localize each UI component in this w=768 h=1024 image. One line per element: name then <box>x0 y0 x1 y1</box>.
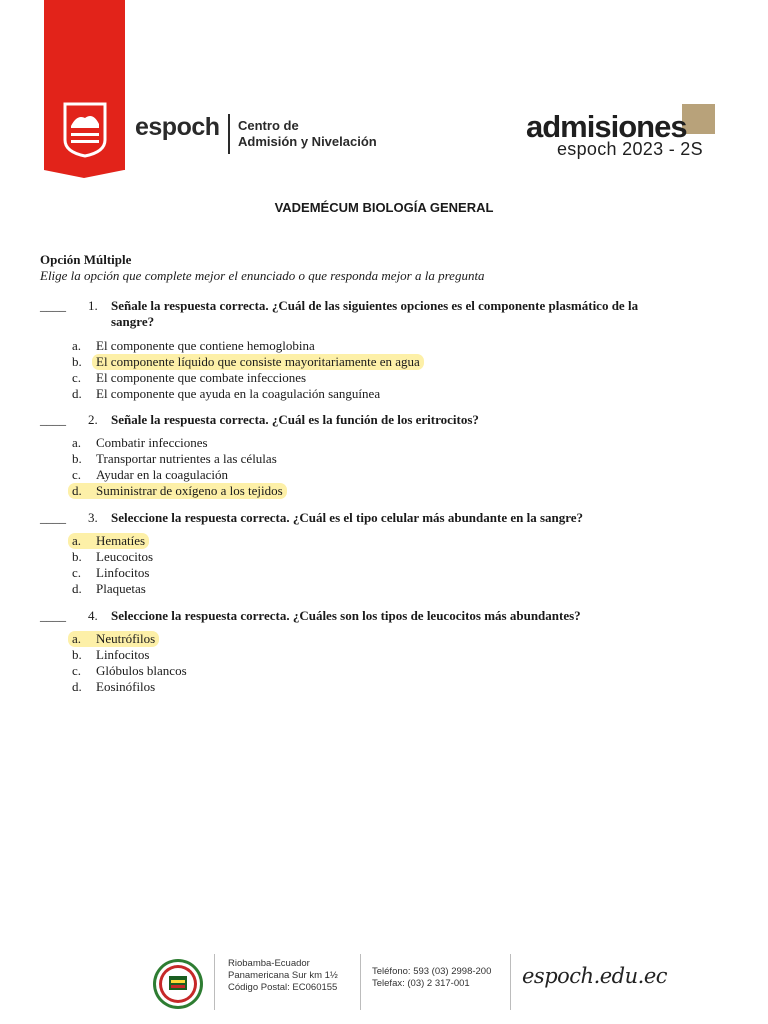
option-text: El componente que ayuda en la coagulación sanguínea <box>96 386 381 401</box>
option-text: Leucocitos <box>96 549 154 564</box>
option-letter: c. <box>72 663 82 678</box>
admisiones-logo-title: admisiones <box>526 109 687 144</box>
center-name-line2: Admisión y Nivelación <box>238 134 377 149</box>
option-text-highlighted: El componente líquido que consiste mayoritariamente en agua <box>92 354 424 370</box>
logo-divider <box>228 114 230 154</box>
address-line3: Código Postal: EC060155 <box>228 982 338 993</box>
option-letter: b. <box>72 647 82 662</box>
section-title: Opción Múltiple <box>40 252 132 267</box>
footer-divider <box>214 954 215 1010</box>
option-letter: d. <box>72 679 82 694</box>
telefax-line: Telefax: (03) 2 317-001 <box>372 978 470 989</box>
footer-contact <box>372 966 491 990</box>
question-number: 4. <box>88 608 98 623</box>
center-name <box>238 118 377 150</box>
option-text-highlighted: Hematíes <box>94 533 149 549</box>
footer-divider <box>510 954 511 1010</box>
website-link[interactable]: espoch.edu.ec <box>522 964 668 988</box>
option-letter: c. <box>72 370 82 385</box>
answer-blank[interactable]: ____ <box>40 510 66 525</box>
admisiones-logo-subtitle: espoch 2023 - 2S <box>557 139 703 159</box>
option-text: Transportar nutrientes a las células <box>96 451 277 466</box>
option-letter: a. <box>68 631 94 647</box>
option-text: El componente que contiene hemoglobina <box>96 338 315 353</box>
address-line1: Riobamba-Ecuador <box>228 958 310 969</box>
question-text: Señale la respuesta correcta. ¿Cuál de las siguientes opciones es el componente plasmático de la sangre? <box>111 298 639 329</box>
address-line2: Panamericana Sur km 1½ <box>228 970 338 981</box>
option-text: Glóbulos blancos <box>96 663 187 678</box>
option-letter: d. <box>72 581 82 596</box>
question-text: Señale la respuesta correcta. ¿Cuál es la función de los eritrocitos? <box>111 412 479 427</box>
institution-banner <box>44 0 125 170</box>
option-text: Ayudar en la coagulación <box>96 467 228 482</box>
page-footer <box>0 948 768 1024</box>
footer-address <box>228 958 338 994</box>
option-letter: a. <box>72 435 82 450</box>
footer-divider <box>360 954 361 1010</box>
option-text: Linfocitos <box>96 565 150 580</box>
phone-line: Teléfono: 593 (03) 2998-200 <box>372 966 492 977</box>
option-text-highlighted: Suministrar de oxígeno a los tejidos <box>94 483 287 499</box>
university-seal-icon <box>152 958 204 1010</box>
question-number: 3. <box>88 510 98 525</box>
answer-blank[interactable]: ____ <box>40 608 66 623</box>
option-text: Eosinófilos <box>96 679 156 694</box>
option-letter: d. <box>68 483 94 499</box>
option-letter: c. <box>72 467 82 482</box>
option-letter: d. <box>72 386 82 401</box>
option-letter: b. <box>72 549 82 564</box>
question-text: Seleccione la respuesta correcta. ¿Cuáles son los tipos de leucocitos más abundantes? <box>111 608 581 623</box>
espoch-shield-icon <box>61 100 109 158</box>
option-text-highlighted: Neutrófilos <box>94 631 159 647</box>
option-text: Combatir infecciones <box>96 435 208 450</box>
option-text: Linfocitos <box>96 647 150 662</box>
option-text: Plaquetas <box>96 581 146 596</box>
answer-blank[interactable]: ____ <box>40 298 66 313</box>
section-instructions: Elige la opción que complete mejor el enunciado o que responda mejor a la pregunta <box>40 268 485 283</box>
document-title: VADEMÉCUM BIOLOGÍA GENERAL <box>274 200 494 215</box>
option-text: El componente que combate infecciones <box>96 370 307 385</box>
center-name-line1: Centro de <box>238 118 299 133</box>
espoch-logo-text: espoch <box>135 113 220 141</box>
option-letter: b. <box>72 354 82 369</box>
admisiones-accent-square <box>682 104 715 134</box>
option-letter: b. <box>72 451 82 466</box>
option-letter: a. <box>72 338 82 353</box>
option-letter: a. <box>68 533 94 549</box>
question-text: Seleccione la respuesta correcta. ¿Cuál es el tipo celular más abundante en la sangre? <box>111 510 584 525</box>
question-number: 1. <box>88 298 98 313</box>
question-number: 2. <box>88 412 98 427</box>
option-letter: c. <box>72 565 82 580</box>
answer-blank[interactable]: ____ <box>40 412 66 427</box>
